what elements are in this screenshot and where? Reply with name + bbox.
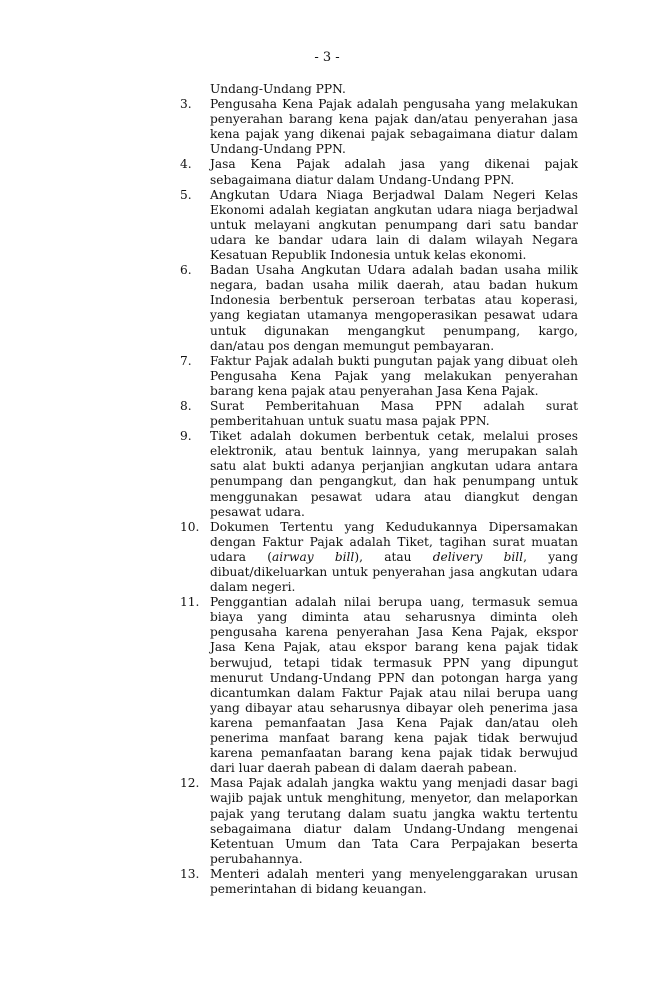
definition-item-8 (180, 399, 578, 429)
definition-number: 4. (180, 157, 192, 172)
definition-number: 8. (180, 398, 192, 413)
definition-number: 6. (180, 263, 192, 278)
definition-text: Angkutan Udara Niaga Berjadwal Dalam Negeri Kelas Ekonomi adalah kegiatan angkutan udara niaga berjadwal untuk melayani angkutan penumpang dari satu bandar udara ke bandar udara lain di dalam wilayah Negara Kesatuan Republik Indonesia untuk kelas ekonomi. (210, 187, 578, 263)
definition-italic-term: airway bill (272, 549, 355, 564)
definition-item-3 (180, 97, 578, 157)
definition-text: Masa Pajak adalah jangka waktu yang menjadi dasar bagi wajib pajak untuk menghitung, menyetor, dan melaporkan pajak yang terutang dalam suatu jangka waktu tertentu sebagaimana diatur dalam Undang-Undang mengenai Ketentuan Umum dan Tata Cara Perpajakan beserta perubahannya. (210, 776, 578, 866)
definition-number: 11. (180, 595, 200, 610)
definition-item-12 (180, 776, 578, 867)
definition-text: Penggantian adalah nilai berupa uang, termasuk semua biaya yang diminta atau seharusnya diminta oleh pengusaha karena penyerahan Jasa Kena Pajak, ekspor Jasa Kena Pajak, atau ekspor barang kena pajak tidak berwujud, tetapi tidak termasuk PPN yang dipungut menurut Undang-Undang PPN dan potongan harga yang dicantumkan dalam Faktur Pajak atau nilai berupa uang yang dibayar atau seharusnya dibayar oleh penerima jasa karena pemanfaatan Jasa Kena Pajak dan/atau oleh penerima manfaat barang kena pajak tidak berwujud karena pemanfaatan barang kena pajak tidak berwujud dari luar daerah pabean di dalam daerah pabean. (210, 595, 578, 776)
continuation-text: Undang-Undang PPN. (210, 82, 346, 96)
definition-item-4 (180, 157, 578, 187)
definition-number: 13. (180, 866, 200, 881)
definition-text (210, 520, 578, 595)
definition-item-5 (180, 188, 578, 263)
definition-text: Tiket adalah dokumen berbentuk cetak, melalui proses elektronik, atau bentuk lainnya, yang merupakan salah satu alat bukti adanya perjanjian angkutan udara antara penumpang dan pengangkut, dan hak penumpang untuk menggunakan pesawat udara atau diangkut dengan pesawat udara. (210, 429, 578, 519)
definition-text: Jasa Kena Pajak adalah jasa yang dikenai pajak sebagaimana diatur dalam Undang-Undang PPN. (210, 157, 578, 187)
definition-number: 12. (180, 776, 200, 791)
definition-number: 3. (180, 97, 192, 112)
definition-text: Menteri adalah menteri yang menyelenggarakan urusan pemerintahan di bidang keuangan. (210, 866, 578, 896)
definition-text: Faktur Pajak adalah bukti pungutan pajak yang dibuat oleh Pengusaha Kena Pajak yang melakukan penyerahan barang kena pajak atau penyerahan Jasa Kena Pajak. (210, 353, 578, 398)
definition-item-7 (180, 354, 578, 399)
definition-text: Surat Pemberitahuan Masa PPN adalah surat pemberitahuan untuk suatu masa pajak PPN. (210, 398, 578, 429)
definition-number: 9. (180, 429, 192, 444)
definition-text: Badan Usaha Angkutan Udara adalah badan usaha milik negara, badan usaha milik daerah, atau badan hukum Indonesia berbentuk perseroan terbatas atau koperasi, yang kegiatan utamanya mengoperasikan pesawat udara untuk digunakan mengangkut penumpang, kargo, dan/atau pos dengan memungut pembayaran. (210, 263, 578, 353)
definition-text-after: , yang dibuat/dikeluarkan untuk penyerahan jasa angkutan udara dalam negeri. (210, 549, 578, 595)
definition-text-middle: ), atau (354, 549, 433, 564)
definition-item-13 (180, 867, 578, 897)
definition-item-11 (180, 595, 578, 776)
definition-number: 10. (180, 519, 200, 534)
definitions-list (180, 82, 578, 897)
definition-number: 5. (180, 187, 192, 202)
definition-text-before: Dokumen Tertentu yang Kedudukannya Dipersamakan dengan Faktur Pajak adalah Tiket, tagihan surat muatan udara ( (210, 519, 578, 564)
page-number: - 3 - (314, 50, 340, 65)
definition-item-9 (180, 429, 578, 520)
definition-text: Pengusaha Kena Pajak adalah pengusaha yang melakukan penyerahan barang kena pajak dan/atau penyerahan jasa kena pajak yang dikenai pajak sebagaimana diatur dalam Undang-Undang PPN. (210, 97, 578, 157)
definition-italic-term: delivery bill (432, 549, 524, 564)
definition-number: 7. (180, 353, 192, 368)
definition-item-10 (180, 520, 578, 595)
definition-item-6 (180, 263, 578, 354)
